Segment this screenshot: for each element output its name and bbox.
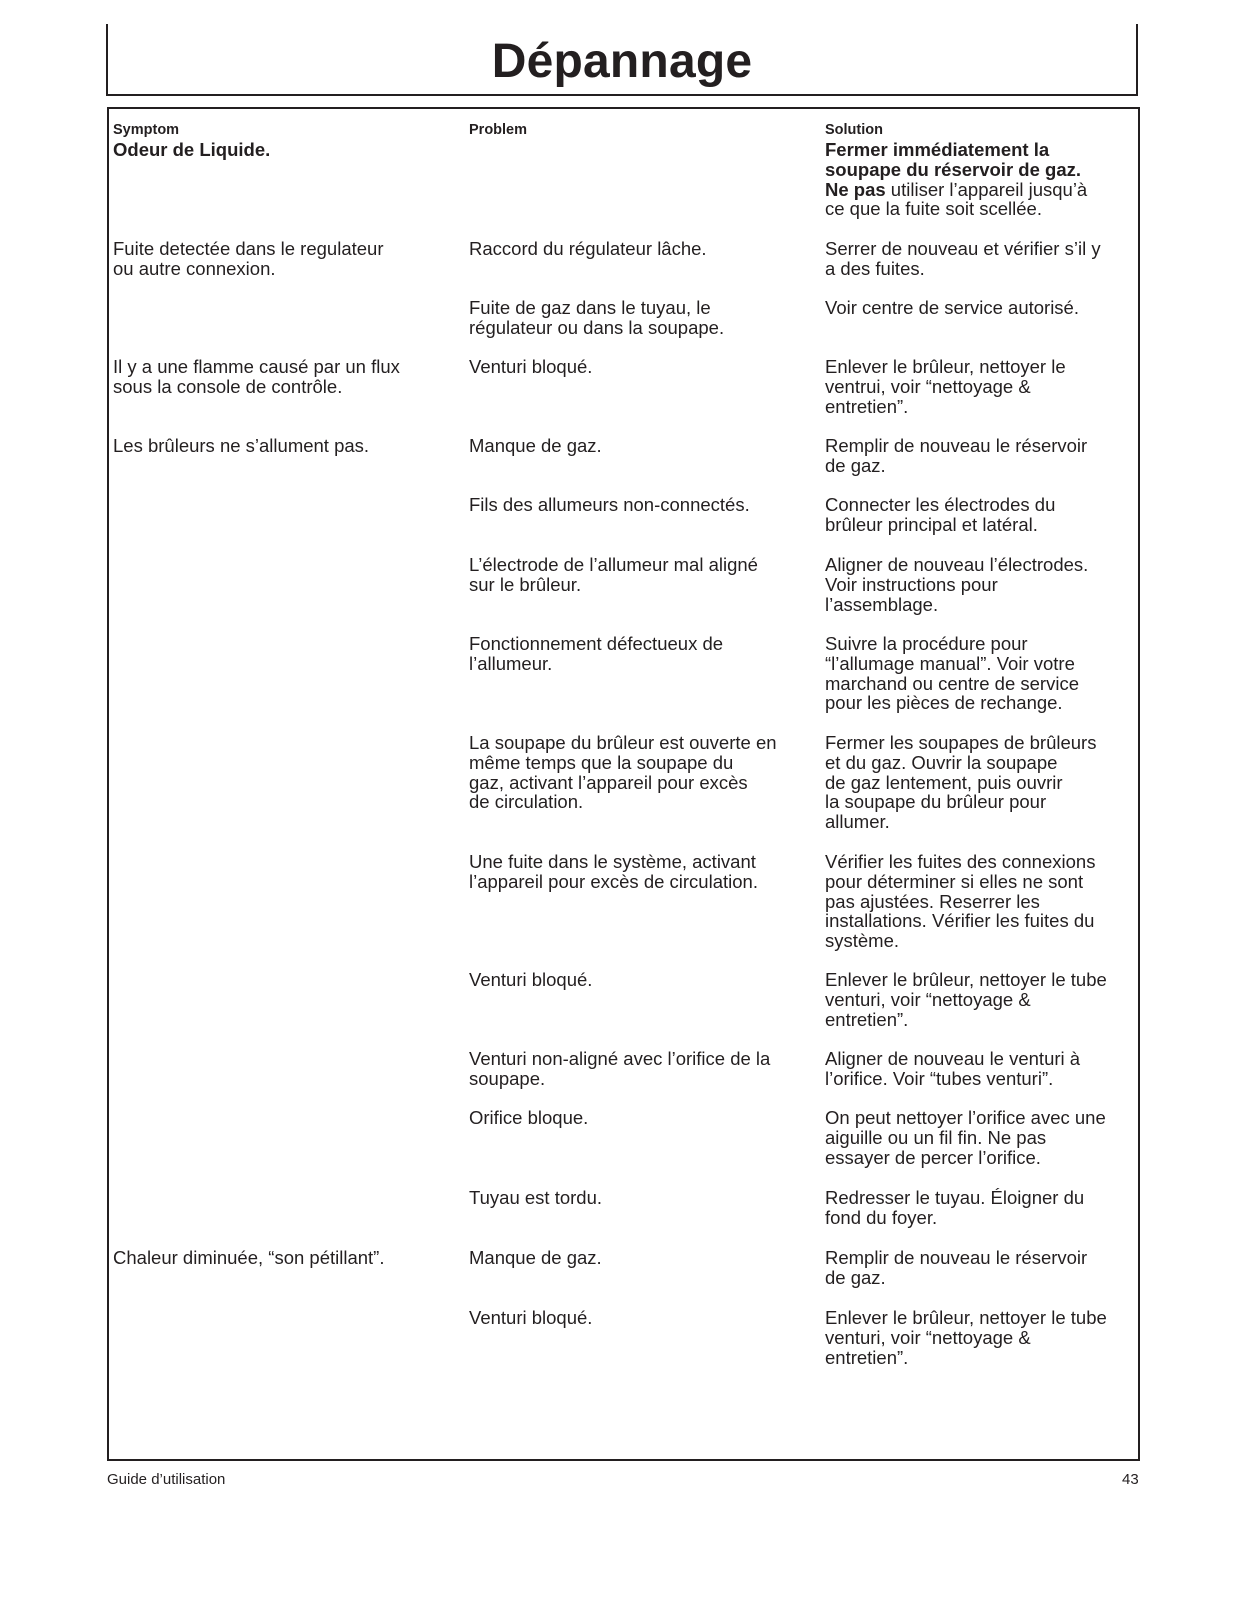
footer-guide-label: Guide d’utilisation — [107, 1471, 226, 1488]
page-number: 43 — [1122, 1471, 1139, 1488]
solution-warning: Fermer immédiatement la soupape du réservoir de gaz. — [825, 139, 1081, 180]
page-title: Dépannage — [491, 35, 753, 88]
solution-cell: Suivre la procédure pour “l’allumage manual”. Voir votre marchand ou centre de service pour les pièces de rechange. — [825, 633, 1079, 714]
solution-cell: Serrer de nouveau et vérifier s’il y a des fuites. — [825, 238, 1101, 279]
solution-cell: Enlever le brûleur, nettoyer le ventrui, voir “nettoyage & entretien”. — [825, 356, 1066, 417]
problem-cell: Venturi bloqué. — [469, 1307, 593, 1328]
solution-cell: Remplir de nouveau le réservoir de gaz. — [825, 435, 1088, 476]
problem-cell: L’électrode de l’allumeur mal aligné sur le brûleur. — [469, 554, 758, 595]
solution-cell: Fermer les soupapes de brûleurs et du gaz. Ouvrir la soupape de gaz lentement, puis ouvrir la soupape du brûleur pour allumer. — [825, 732, 1097, 833]
problem-cell: Orifice bloque. — [469, 1107, 589, 1128]
solution-cell: Enlever le brûleur, nettoyer le tube venturi, voir “nettoyage & entretien”. — [825, 1307, 1107, 1368]
header-solution: Solution — [825, 122, 883, 138]
header-symptom: Symptom — [113, 122, 180, 138]
problem-cell: Une fuite dans le système, activant l’appareil pour excès de circulation. — [469, 851, 758, 892]
solution-text: utiliser l’appareil jusqu’à ce que la fuite soit scellée. — [825, 178, 1088, 220]
problem-cell: Venturi bloqué. — [469, 969, 593, 990]
solution-cell: Aligner de nouveau l’électrodes. Voir instructions pour l’assemblage. — [825, 554, 1089, 615]
solution-cell: On peut nettoyer l’orifice avec une aiguille ou un fil fin. Ne pas essayer de percer l’orifice. — [825, 1107, 1106, 1168]
solution-cell: Connecter les électrodes du brûleur principal et latéral. — [825, 494, 1056, 535]
problem-cell: Manque de gaz. — [469, 435, 602, 456]
solution-cell — [825, 140, 1135, 219]
problem-cell: Tuyau est tordu. — [469, 1187, 602, 1208]
title-box — [106, 24, 1138, 96]
problem-cell: Manque de gaz. — [469, 1247, 602, 1268]
solution-cell: Aligner de nouveau le venturi à l’orifice. Voir “tubes venturi”. — [825, 1048, 1081, 1089]
header-problem: Problem — [469, 122, 528, 138]
solution-cell: Vérifier les fuites des connexions pour déterminer si elles ne sont pas ajustées. Reserrer les installations. Vérifier les fuites du système. — [825, 851, 1096, 952]
symptom-cell: Fuite detectée dans le regulateur ou autre connexion. — [113, 238, 384, 279]
solution-cell: Enlever le brûleur, nettoyer le tube venturi, voir “nettoyage & entretien”. — [825, 969, 1107, 1030]
problem-cell: Fonctionnement défectueux de l’allumeur. — [469, 633, 724, 674]
symptom-cell: Chaleur diminuée, “son pétillant”. — [113, 1247, 385, 1268]
solution-cell: Remplir de nouveau le réservoir de gaz. — [825, 1247, 1088, 1288]
symptom-cell: Odeur de Liquide. — [113, 139, 271, 160]
symptom-cell: Il y a une flamme causé par un flux sous la console de contrôle. — [113, 356, 400, 397]
solution-emphasis: Ne pas — [825, 178, 886, 200]
problem-cell: Venturi non-aligné avec l’orifice de la soupape. — [469, 1048, 771, 1089]
problem-cell: Venturi bloqué. — [469, 356, 593, 377]
solution-cell: Redresser le tuyau. Éloigner du fond du foyer. — [825, 1187, 1085, 1228]
problem-cell: La soupape du brûleur est ouverte en même temps que la soupape du gaz, activant l’appareil pour excès de circulation. — [469, 732, 777, 813]
problem-cell: Fuite de gaz dans le tuyau, le régulateur ou dans la soupape. — [469, 297, 725, 338]
symptom-cell: Les brûleurs ne s’allument pas. — [113, 435, 370, 456]
problem-cell: Raccord du régulateur lâche. — [469, 238, 707, 259]
problem-cell: Fils des allumeurs non-connectés. — [469, 494, 750, 515]
solution-cell: Voir centre de service autorisé. — [825, 297, 1079, 318]
